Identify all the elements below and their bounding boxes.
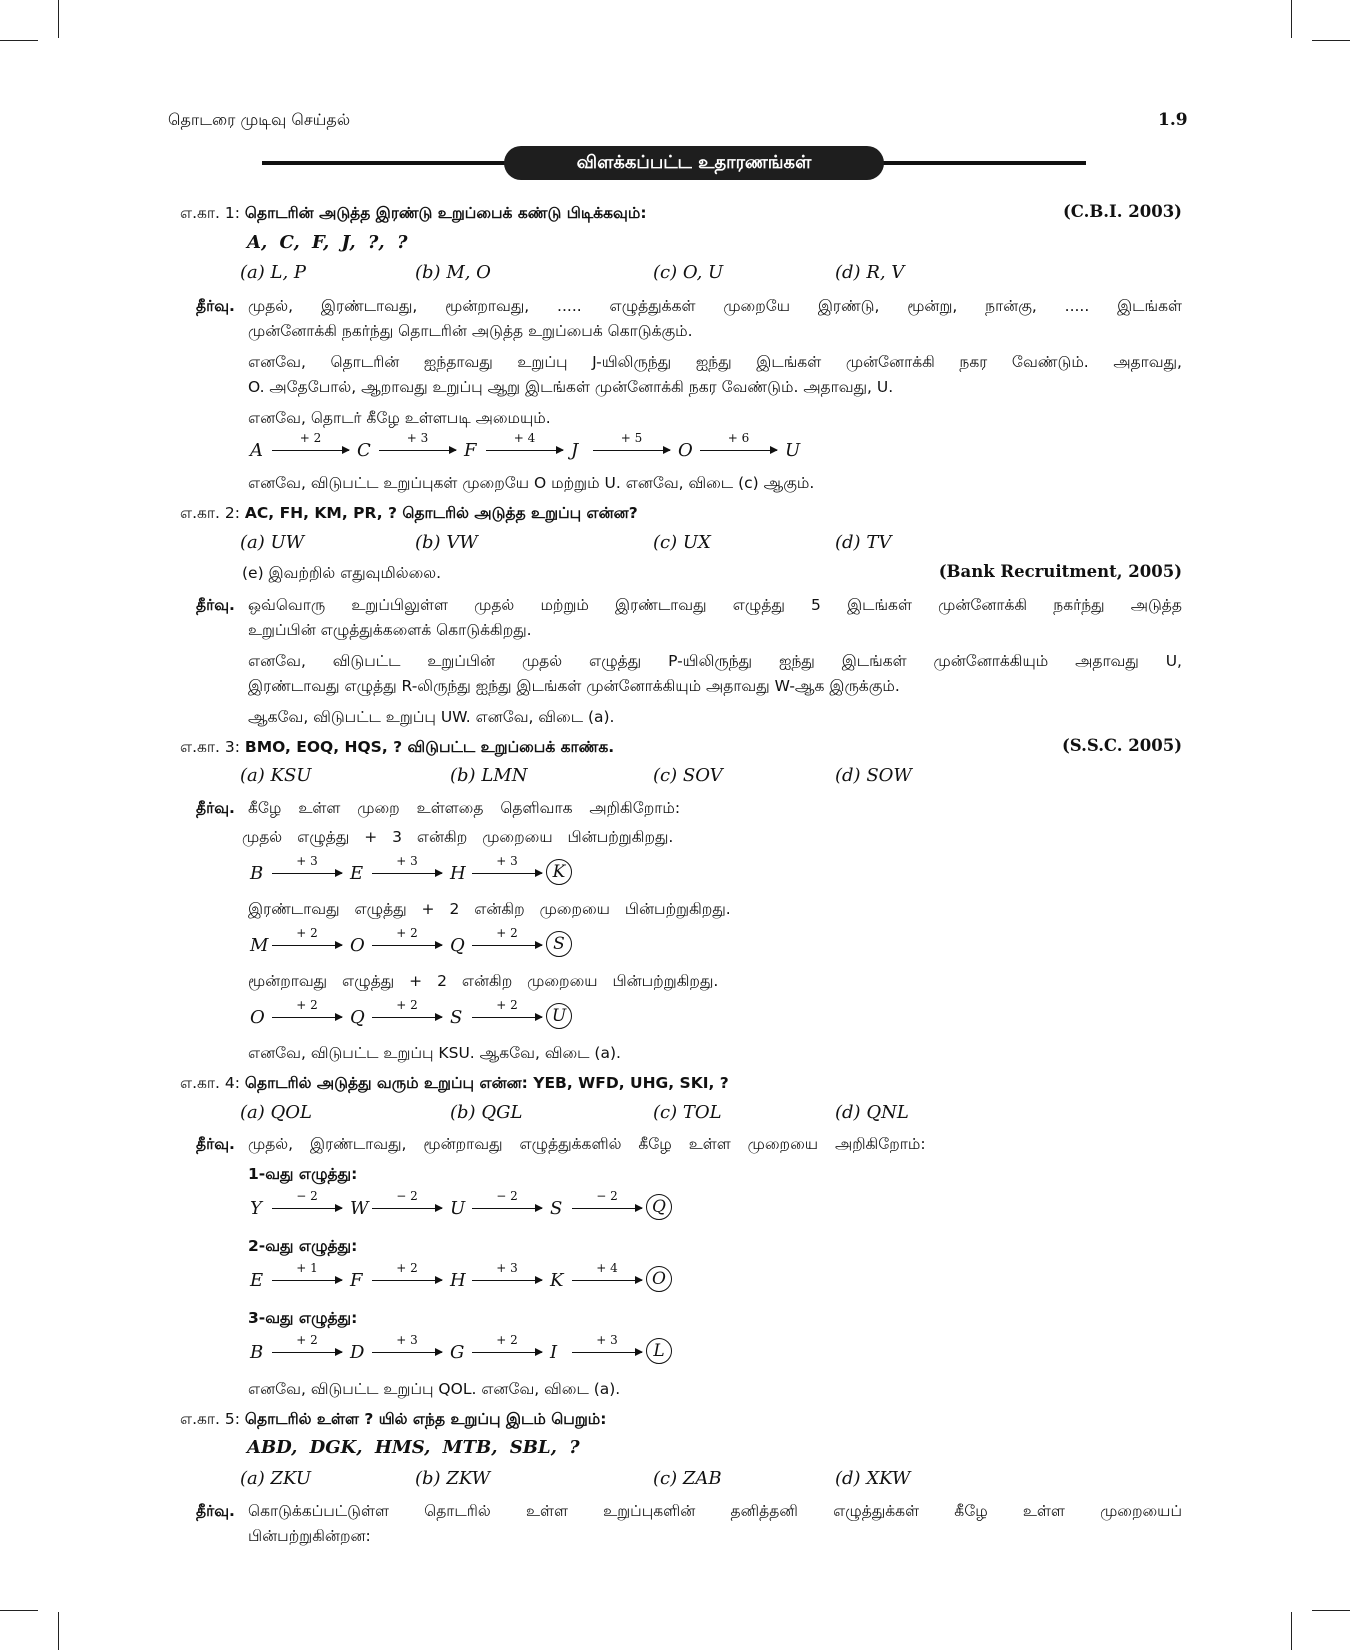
example-3-heading [180, 736, 614, 758]
chain-letter: D [350, 1342, 365, 1363]
chain-letter: K [546, 859, 572, 885]
solution-label: தீர்வு. [196, 297, 235, 315]
sub-heading: 3-வது எழுத்து: [248, 1309, 358, 1327]
chain-arrow [593, 450, 670, 451]
sub-heading: 1-வது எழுத்து: [248, 1165, 358, 1183]
chain-arrow [272, 1352, 342, 1353]
chain-step-label: + 3 [496, 854, 518, 868]
option-c: (c) SOV [653, 765, 723, 786]
chain-letter: Q [350, 1007, 365, 1028]
chain-letter: O [250, 1007, 265, 1028]
example-label: எ.கா. 1: [180, 204, 240, 222]
solution-text: முன்னோக்கி நகர்ந்து தொடரின் அடுத்த உறுப்பைக் கொடுக்கும். [248, 322, 693, 340]
chain-step-label: − 2 [596, 1189, 618, 1203]
option-d: (d) R, V [835, 262, 905, 283]
solution-text: O. அதேபோல், ஆறாவது உறுப்பு ஆறு இடங்கள் முன்னோக்கி நகர வேண்டும். அதாவது, U. [248, 378, 894, 396]
solution-text: முதல், இரண்டாவது, மூன்றாவது எழுத்துக்களில் கீழே உள்ள முறையை அறிகிறோம்: [248, 1135, 926, 1153]
chain-letter: U [785, 440, 801, 461]
chain-letter: B [250, 1342, 264, 1363]
solution-text: கீழே உள்ள முறை உள்ளதை தெளிவாக அறிகிறோம்: [248, 799, 681, 817]
chain-letter: I [550, 1342, 558, 1363]
chain-step-label: + 4 [513, 431, 536, 445]
chain-step-label: + 5 [620, 431, 643, 445]
chain-step-label: + 2 [496, 926, 518, 940]
chain-step-label: + 6 [727, 431, 750, 445]
chain-letter: E [250, 1270, 264, 1291]
chain-arrow [372, 873, 442, 874]
example-question: தொடரின் அடுத்த இரண்டு உறுப்பைக் கண்டு பிடிக்கவும்: [244, 204, 647, 222]
option-b: (b) M, O [415, 262, 491, 283]
chain-step-label: + 3 [406, 431, 429, 445]
chain-step-label: + 3 [596, 1333, 618, 1347]
crop-mark [58, 0, 59, 38]
solution-text: எனவே, விடுபட்ட உறுப்பின் முதல் எழுத்து P-யிலிருந்து ஐந்து இடங்கள் முன்னோக்கியும் அதாவது U, [248, 652, 1182, 670]
chain-step-label: + 3 [396, 854, 418, 868]
chapter-title: தொடரை முடிவு செய்தல் [168, 110, 351, 129]
option-a: (a) QOL [240, 1102, 312, 1123]
option-c: (c) O, U [653, 262, 724, 283]
option-d: (d) TV [835, 532, 892, 553]
chain-letter: S [550, 1198, 563, 1219]
solution-text: முதல், இரண்டாவது, மூன்றாவது, ..... எழுத்துக்கள் முறையே இரண்டு, மூன்று, நான்கு, ..... இடங்கள் [248, 297, 1182, 315]
solution-label: தீர்வு. [196, 799, 235, 817]
crop-mark [1312, 1610, 1350, 1611]
option-b: (b) LMN [450, 765, 528, 786]
chain-arrow [272, 1280, 342, 1281]
chain-letter: J [571, 440, 579, 461]
chain-arrow [472, 945, 542, 946]
chain-letter: O [678, 440, 693, 461]
solution-text: எனவே, தொடரின் ஐந்தாவது உறுப்பு J-யிலிருந்து ஐந்து இடங்கள் முன்னோக்கி நகர வேண்டும். அதாவது, [248, 353, 1182, 371]
chain-arrow [472, 873, 542, 874]
crop-mark [58, 1612, 59, 1650]
chain-arrow [472, 1208, 542, 1209]
example-question: AC, FH, KM, PR, ? தொடரில் அடுத்த உறுப்பு என்ன? [244, 504, 638, 522]
chain-step-label: − 2 [296, 1189, 318, 1203]
conclusion: ஆகவே, விடுபட்ட உறுப்பு UW. எனவே, விடை (a). [248, 708, 615, 726]
example-label: எ.கா. 3: [180, 738, 240, 756]
solution-text: ஒவ்வொரு உறுப்பிலுள்ள முதல் மற்றும் இரண்டாவது எழுத்து 5 இடங்கள் முன்னோக்கி நகர்ந்து அடுத்த [248, 596, 1182, 614]
crop-mark [1291, 1612, 1292, 1650]
option-b: (b) ZKW [415, 1468, 491, 1489]
example-question: தொடரில் அடுத்து வரும் உறுப்பு என்ன: YEB, WFD, UHG, SKI, ? [244, 1074, 729, 1092]
chain-arrow [272, 450, 349, 451]
solution-text: உறுப்பின் எழுத்துக்களைக் கொடுக்கிறது. [248, 621, 532, 639]
chain-letter: C [357, 440, 371, 461]
chain-letter: E [350, 863, 364, 884]
example-question: தொடரில் உள்ள ? யில் எந்த உறுப்பு இடம் பெறும்: [244, 1410, 607, 1428]
chain-arrow [372, 1017, 442, 1018]
option-e: (e) இவற்றில் எதுவுமில்லை. [242, 564, 442, 582]
example-label: எ.கா. 2: [180, 504, 240, 522]
chain-step-label: + 2 [496, 1333, 518, 1347]
option-b: (b) QGL [450, 1102, 523, 1123]
solution-label: தீர்வு. [196, 1502, 235, 1520]
chain-step-label: + 3 [296, 854, 318, 868]
rule-text: மூன்றாவது எழுத்து + 2 என்கிற முறையை பின்பற்றுகிறது. [248, 972, 719, 990]
exam-source: (Bank Recruitment, 2005) [938, 562, 1182, 581]
chain-step-label: − 2 [496, 1189, 518, 1203]
chain-arrow [486, 450, 563, 451]
chain-letter: U [450, 1198, 466, 1219]
chain-step-label: + 4 [596, 1261, 618, 1275]
series: ABD, DGK, HMS, MTB, SBL, ? [247, 1437, 580, 1458]
chain-arrow [372, 1352, 442, 1353]
chain-arrow [372, 1280, 442, 1281]
option-d: (d) XKW [835, 1468, 911, 1489]
chain-step-label: + 2 [296, 1333, 318, 1347]
example-4-heading [180, 1072, 729, 1094]
chain-arrow [379, 450, 456, 451]
chain-step-label: + 2 [296, 998, 318, 1012]
chain-letter: H [450, 1270, 466, 1291]
rule-text: முதல் எழுத்து + 3 என்கிற முறையை பின்பற்றுகிறது. [242, 828, 674, 846]
chain-arrow [572, 1208, 642, 1209]
example-question: BMO, EOQ, HQS, ? விடுபட்ட உறுப்பைக் காண்க. [244, 738, 615, 756]
chain-step-label: + 3 [496, 1261, 518, 1275]
crop-mark [0, 40, 38, 41]
chain-letter: M [250, 935, 269, 956]
chain-letter: Q [450, 935, 465, 956]
chain-arrow [372, 1208, 442, 1209]
chain-letter: F [350, 1270, 363, 1291]
chain-step-label: + 2 [396, 1261, 418, 1275]
conclusion: எனவே, விடுபட்ட உறுப்புகள் முறையே O மற்றும் U. எனவே, விடை (c) ஆகும். [248, 474, 815, 492]
option-c: (c) UX [653, 532, 711, 553]
chain-arrow [472, 1352, 542, 1353]
chain-step-label: + 2 [296, 926, 318, 940]
example-5-heading [180, 1408, 606, 1430]
example-label: எ.கா. 4: [180, 1074, 240, 1092]
solution-label: தீர்வு. [196, 1135, 235, 1153]
chain-arrow [572, 1352, 642, 1353]
chain-arrow [472, 1280, 542, 1281]
chain-arrow [272, 1017, 342, 1018]
chain-letter: K [550, 1270, 564, 1291]
chain-step-label: + 2 [496, 998, 518, 1012]
exam-source: (S.S.C. 2005) [1061, 736, 1182, 755]
chain-arrow [700, 450, 777, 451]
option-a: (a) L, P [240, 262, 307, 283]
chain-step-label: + 2 [396, 926, 418, 940]
conclusion: எனவே, விடுபட்ட உறுப்பு KSU. ஆகவே, விடை (a). [248, 1044, 621, 1062]
chain-letter: W [350, 1198, 369, 1219]
option-a: (a) ZKU [240, 1468, 311, 1489]
rule-text: இரண்டாவது எழுத்து + 2 என்கிற முறையை பின்பற்றுகிறது. [248, 900, 731, 918]
chain-arrow [272, 1208, 342, 1209]
chain-letter: B [250, 863, 264, 884]
series: A, C, F, J, ?, ? [247, 232, 408, 253]
solution-text: எனவே, தொடர் கீழே உள்ளபடி அமையும். [248, 409, 551, 427]
solution-text: இரண்டாவது எழுத்து R-லிருந்து ஐந்து இடங்கள் முன்னோக்கியும் அதாவது W-ஆக இருக்கும். [248, 677, 900, 695]
chain-letter: Y [250, 1198, 262, 1219]
chain-step-label: + 3 [396, 1333, 418, 1347]
option-a: (a) KSU [240, 765, 312, 786]
chain-arrow [372, 945, 442, 946]
exam-source: (C.B.I. 2003) [1062, 202, 1182, 221]
crop-mark [1291, 0, 1292, 38]
solution-label: தீர்வு. [196, 596, 235, 614]
chain-letter: Q [646, 1194, 672, 1220]
example-label: எ.கா. 5: [180, 1410, 240, 1428]
option-c: (c) ZAB [653, 1468, 722, 1489]
chain-letter: O [646, 1266, 672, 1292]
chain-arrow [272, 873, 342, 874]
chain-step-label: + 2 [396, 998, 418, 1012]
crop-mark [0, 1610, 38, 1611]
section-banner: விளக்கப்பட்ட உதாரணங்கள் [504, 146, 884, 180]
chain-step-label: + 1 [296, 1261, 318, 1275]
chain-letter: S [546, 931, 572, 957]
option-d: (d) QNL [835, 1102, 909, 1123]
chain-letter: F [464, 440, 477, 461]
chain-step-label: + 2 [299, 431, 322, 445]
chain-letter: L [646, 1338, 672, 1364]
conclusion: எனவே, விடுபட்ட உறுப்பு QOL. எனவே, விடை (a). [248, 1380, 621, 1398]
chain-letter: O [350, 935, 365, 956]
crop-mark [1312, 40, 1350, 41]
chain-letter: S [450, 1007, 463, 1028]
chain-letter: U [546, 1003, 572, 1029]
option-c: (c) TOL [653, 1102, 722, 1123]
option-d: (d) SOW [835, 765, 912, 786]
chain-arrow [272, 945, 342, 946]
solution-text: கொடுக்கப்பட்டுள்ள தொடரில் உள்ள உறுப்புகளின் தனித்தனி எழுத்துக்கள் கீழே உள்ள முறையைப் [248, 1502, 1182, 1520]
sub-heading: 2-வது எழுத்து: [248, 1237, 358, 1255]
chain-arrow [472, 1017, 542, 1018]
example-1-heading [180, 202, 647, 224]
chain-letter: H [450, 863, 466, 884]
chain-letter: A [250, 440, 263, 461]
option-b: (b) VW [415, 532, 478, 553]
option-a: (a) UW [240, 532, 305, 553]
chain-arrow [572, 1280, 642, 1281]
solution-text: பின்பற்றுகின்றன: [248, 1527, 371, 1545]
chain-step-label: − 2 [396, 1189, 418, 1203]
chain-letter: G [450, 1342, 465, 1363]
page-number: 1.9 [1158, 110, 1188, 130]
example-2-heading [180, 502, 638, 524]
